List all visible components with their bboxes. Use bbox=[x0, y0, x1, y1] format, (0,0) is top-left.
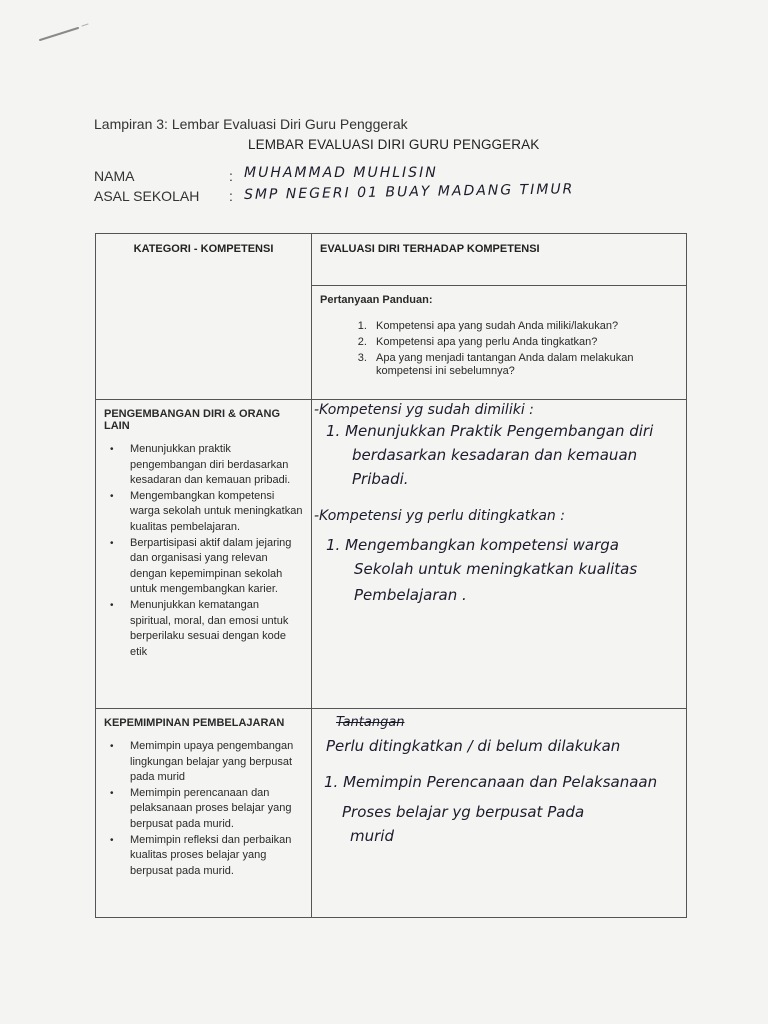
section-row-kepemimpinan bbox=[96, 709, 687, 918]
handwritten-line: 1. Memimpin Perencanaan dan Pelaksanaan bbox=[324, 773, 658, 791]
self-evaluation-cell bbox=[312, 400, 687, 709]
section-category-cell bbox=[96, 709, 312, 918]
handwritten-line: Sekolah untuk meningkatkan kualitas bbox=[354, 560, 638, 578]
evaluation-header: EVALUASI DIRI TERHADAP KOMPETENSI bbox=[320, 243, 540, 255]
competency-item: • Menunjukkan praktik pengembangan diri berdasarkan kesadaran dan kemauan pribadi. bbox=[130, 442, 303, 489]
handwritten-line: Perlu ditingkatkan / di belum dilakukan bbox=[326, 737, 621, 755]
guide-question: 1. Kompetensi apa yang sudah Anda miliki/lakukan? bbox=[370, 320, 676, 333]
document-title: LEMBAR EVALUASI DIRI GURU PENGGERAK bbox=[248, 137, 540, 152]
category-header: KATEGORI - KOMPETENSI bbox=[133, 243, 274, 255]
guide-question-list bbox=[320, 320, 676, 378]
section-title: PENGEMBANGAN DIRI & ORANG LAIN bbox=[104, 408, 281, 432]
handwritten-line: -Kompetensi yg perlu ditingkatkan : bbox=[314, 508, 565, 524]
competency-item: • Memimpin upaya pengembangan lingkungan belajar yang berpusat pada murid bbox=[130, 739, 303, 786]
handwritten-line: Pembelajaran . bbox=[354, 586, 467, 604]
name-value-handwritten: MUHAMMAD MUHLISIN bbox=[244, 165, 438, 181]
school-value-handwritten: SMP NEGERI 01 BUAY MADANG TIMUR bbox=[243, 181, 575, 203]
competency-list bbox=[104, 442, 303, 660]
evaluation-header-cell bbox=[312, 234, 687, 286]
evaluation-table bbox=[95, 233, 687, 918]
competency-item: • Memimpin perencanaan dan pelaksanaan proses belajar yang berpusat pada murid. bbox=[130, 786, 303, 833]
table-header-row bbox=[96, 234, 687, 286]
competency-list bbox=[104, 739, 303, 879]
section-row-pengembangan bbox=[96, 400, 687, 709]
category-header-cell bbox=[96, 234, 312, 400]
competency-item: • Memimpin refleksi dan perbaikan kualitas proses belajar yang berpusat pada murid. bbox=[130, 833, 303, 880]
handwritten-line: -Kompetensi yg sudah dimiliki : bbox=[314, 402, 534, 418]
name-colon: : bbox=[229, 168, 233, 184]
section-category-cell bbox=[96, 400, 312, 709]
self-evaluation-cell bbox=[312, 709, 687, 918]
handwritten-line: 1. Menunjukkan Praktik Pengembangan diri bbox=[326, 422, 654, 440]
handwritten-line: berdasarkan kesadaran dan kemauan bbox=[352, 446, 638, 464]
appendix-label: Lampiran 3: Lembar Evaluasi Diri Guru Penggerak bbox=[94, 116, 408, 132]
section-title: KEPEMIMPINAN PEMBELAJARAN bbox=[104, 717, 285, 729]
competency-item: • Mengembangkan kompetensi warga sekolah untuk meningkatkan kualitas pembelajaran. bbox=[130, 489, 303, 536]
handwritten-line: Proses belajar yg berpusat Pada bbox=[342, 803, 585, 821]
school-label: ASAL SEKOLAH bbox=[94, 188, 200, 204]
school-colon: : bbox=[229, 188, 233, 204]
guide-question: 2. Kompetensi apa yang perlu Anda tingkatkan? bbox=[370, 336, 676, 349]
competency-item: • Berpartisipasi aktif dalam jejaring dan organisasi yang relevan dengan kepemimpinan sekolah untuk mengembangkan karier. bbox=[130, 536, 303, 598]
handwritten-line: Pribadi. bbox=[352, 470, 409, 488]
guide-question: 3. Apa yang menjadi tantangan Anda dalam melakukan kompetensi ini sebelumnya? bbox=[370, 352, 676, 378]
handwritten-line: murid bbox=[350, 827, 394, 845]
handwritten-line: 1. Mengembangkan kompetensi warga bbox=[326, 536, 619, 554]
guide-cell bbox=[312, 286, 687, 400]
handwritten-line-struck: Tantangan bbox=[336, 715, 405, 730]
competency-item: • Menunjukkan kematangan spiritual, moral, dan emosi untuk berperilaku sesuai dengan kode etik bbox=[130, 598, 303, 660]
pen-mark-decoration bbox=[38, 22, 94, 42]
name-label: NAMA bbox=[94, 168, 135, 184]
guide-title: Pertanyaan Panduan: bbox=[320, 294, 433, 306]
